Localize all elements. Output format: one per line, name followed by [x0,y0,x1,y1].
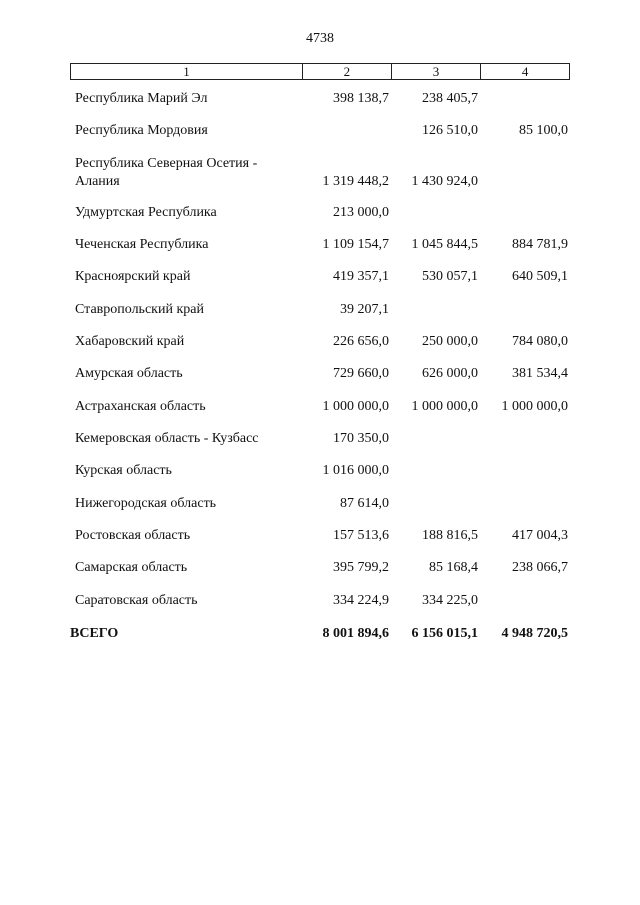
value-col-2: 729 660,0 [333,366,389,381]
value-col-2: 1 319 448,2 [322,174,389,189]
header-col-4: 4 [521,64,529,79]
value-col-2: 1 000 000,0 [322,399,389,414]
value-col-4: 381 534,4 [512,366,568,381]
region-name: Хабаровский край [75,334,185,349]
value-col-2: 398 138,7 [333,91,389,106]
region-name: Саратовская область [75,593,198,608]
value-col-4: 1 000 000,0 [501,399,568,414]
value-col-2: 213 000,0 [333,205,389,220]
region-name: Ростовская область [75,528,191,543]
value-col-3: 250 000,0 [422,334,478,349]
value-col-2: 1 016 000,0 [322,463,389,478]
region-name: Чеченская Республика [75,237,209,252]
value-col-2: 157 513,6 [333,528,389,543]
value-col-3: 238 405,7 [422,91,478,106]
value-col-3: 188 816,5 [422,528,478,543]
region-name: Самарская область [75,560,188,575]
total-value-col-2: 8 001 894,6 [322,626,389,641]
value-col-2: 419 357,1 [333,269,389,284]
page-number: 4738 [306,31,334,46]
region-name: Астраханская область [75,399,206,414]
region-name: Красноярский край [75,269,191,284]
header-col-2: 2 [303,64,392,79]
value-col-4: 238 066,7 [512,560,568,575]
value-col-3: 626 000,0 [422,366,478,381]
table-header [70,63,570,80]
region-name: Ставропольский край [75,302,204,317]
region-name: Амурская область [75,366,183,381]
total-region-name: ВСЕГО [70,626,119,641]
region-name: Республика Марий Эл [75,91,208,106]
value-col-2: 1 109 154,7 [322,237,389,252]
value-col-2: 170 350,0 [333,431,389,446]
header-col-3: 3 [392,64,482,79]
value-col-2: 226 656,0 [333,334,389,349]
value-col-4: 640 509,1 [512,269,568,284]
value-col-2: 334 224,9 [333,593,389,608]
value-col-3: 85 168,4 [429,560,478,575]
value-col-3: 126 510,0 [422,123,478,138]
header-col-1: 1 [71,64,303,79]
value-col-2: 87 614,0 [340,496,389,511]
value-col-4: 884 781,9 [512,237,568,252]
value-col-4: 784 080,0 [512,334,568,349]
value-col-2: 39 207,1 [340,302,389,317]
value-col-3: 1 045 844,5 [411,237,478,252]
value-col-4: 417 004,3 [512,528,568,543]
region-name: Курская область [75,463,172,478]
value-col-3: 530 057,1 [422,269,478,284]
total-value-col-3: 6 156 015,1 [411,626,478,641]
region-name: Республика Северная Осетия - Алания [75,156,258,189]
value-col-2: 395 799,2 [333,560,389,575]
region-name: Республика Мордовия [75,123,208,138]
region-name: Удмуртская Республика [75,205,217,220]
region-name: Кемеровская область - Кузбасс [75,431,259,446]
total-value-col-4: 4 948 720,5 [501,626,568,641]
value-col-4: 85 100,0 [519,123,568,138]
value-col-3: 1 430 924,0 [411,174,478,189]
value-col-3: 334 225,0 [422,593,478,608]
region-name: Нижегородская область [75,496,217,511]
value-col-3: 1 000 000,0 [411,399,478,414]
